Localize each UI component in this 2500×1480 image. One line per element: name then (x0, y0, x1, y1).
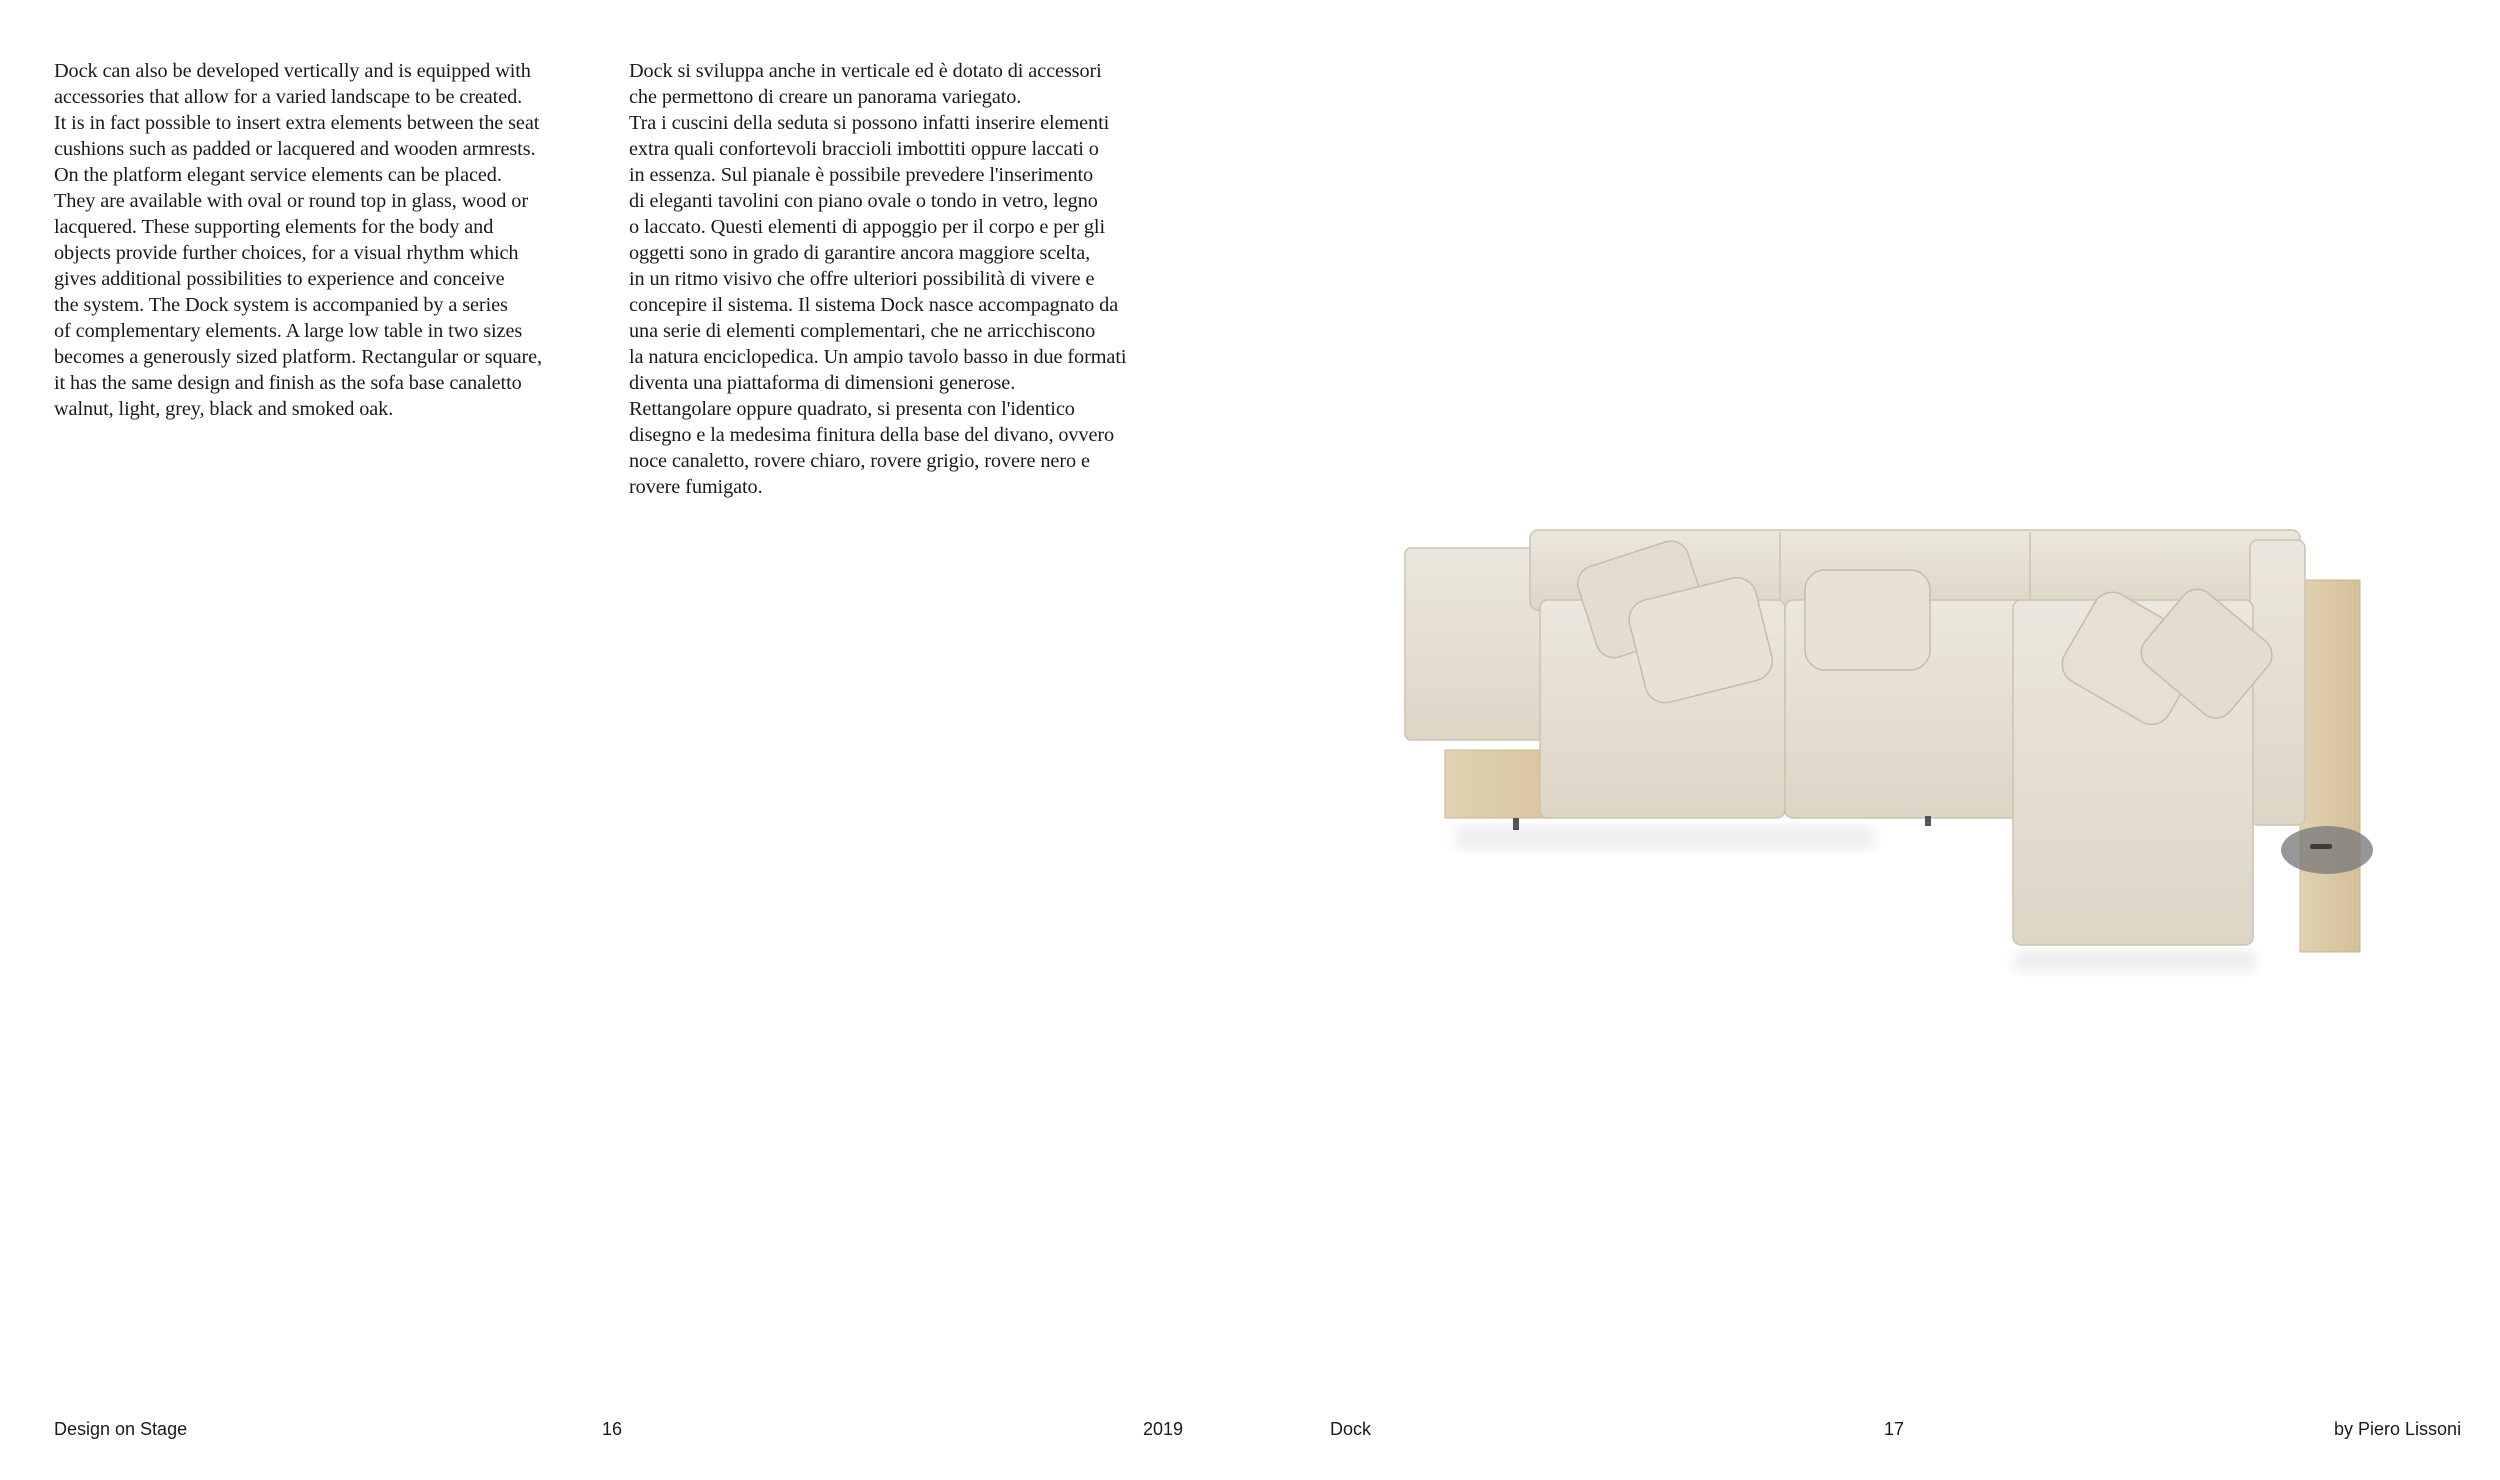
text-line: rovere fumigato. (629, 476, 763, 498)
sofa-product-image (1395, 520, 2385, 980)
text-line: walnut, light, grey, black and smoked oak. (54, 398, 394, 420)
text-line: in essenza. Sul pianale è possibile prevedere l'inserimento (629, 164, 1094, 186)
text-line: diventa una piattaforma di dimensioni generose. (629, 372, 1016, 394)
wood-platform-right (2300, 580, 2360, 952)
footer-designer: by Piero Lissoni (2334, 1419, 2462, 1439)
text-line: di eleganti tavolini con piano ovale o tondo in vetro, legno (629, 190, 1098, 212)
sofa-leg (1513, 818, 1519, 830)
footer-product-name: Dock (1330, 1419, 1372, 1439)
text-line: che permettono di creare un panorama variegato. (629, 86, 1022, 108)
text-line: becomes a generously sized platform. Rectangular or square, (54, 346, 542, 368)
text-line: in un ritmo visivo che offre ulteriori possibilità di vivere e (629, 268, 1095, 290)
glass-side-table (2281, 826, 2373, 874)
text-line: Tra i cuscini della seduta si possono infatti inserire elementi (629, 112, 1110, 134)
armrest-right (2250, 540, 2305, 825)
text-column-english (54, 58, 614, 422)
side-table-handle (2310, 844, 2332, 849)
text-line: concepire il sistema. Il sistema Dock nasce accompagnato da (629, 294, 1119, 316)
text-line: la natura enciclopedica. Un ampio tavolo basso in due formati (629, 346, 1127, 368)
text-line: una serie di elementi complementari, che ne arricchiscono (629, 320, 1096, 342)
sofa-leg (1925, 816, 1931, 826)
text-line: oggetti sono in grado di garantire ancora maggiore scelta, (629, 242, 1091, 264)
text-line: Dock can also be developed vertically and is equipped with (54, 60, 531, 82)
text-line: It is in fact possible to insert extra elements between the seat (54, 112, 540, 134)
text-line: the system. The Dock system is accompanied by a series (54, 294, 508, 316)
text-line: gives additional possibilities to experience and conceive (54, 268, 505, 290)
text-line: extra quali confortevoli braccioli imbottiti oppure laccati o (629, 138, 1099, 160)
text-line: o laccato. Questi elementi di appoggio per il corpo e per gli (629, 216, 1105, 238)
text-line: Dock si sviluppa anche in verticale ed è dotato di accessori (629, 60, 1102, 82)
text-line: Rettangolare oppure quadrato, si presenta con l'identico (629, 398, 1075, 420)
text-line: cushions such as padded or lacquered and wooden armrests. (54, 138, 536, 160)
text-line: On the platform elegant service elements can be placed. (54, 164, 502, 186)
sofa-shadow (2015, 950, 2255, 972)
pillow (1805, 570, 1930, 670)
text-line: disegno e la medesima finitura della base del divano, ovvero (629, 424, 1115, 446)
text-line: They are available with oval or round top in glass, wood or (54, 190, 528, 212)
text-line: accessories that allow for a varied landscape to be created. (54, 86, 523, 108)
text-line: noce canaletto, rovere chiaro, rovere grigio, rovere nero e (629, 450, 1090, 472)
footer-page-number-right: 17 (1884, 1419, 1905, 1439)
text-line: of complementary elements. A large low table in two sizes (54, 320, 523, 342)
dock-sofa-illustration (1395, 520, 2385, 980)
text-line: lacquered. These supporting elements for the body and (54, 216, 494, 238)
footer-book-title: Design on Stage (54, 1419, 188, 1439)
text-column-italian (629, 58, 1189, 500)
footer-page-number-left: 16 (602, 1419, 623, 1439)
text-line: it has the same design and finish as the sofa base canaletto (54, 372, 522, 394)
footer-year: 2019 (1143, 1419, 1184, 1439)
text-line: objects provide further choices, for a visual rhythm which (54, 242, 519, 264)
